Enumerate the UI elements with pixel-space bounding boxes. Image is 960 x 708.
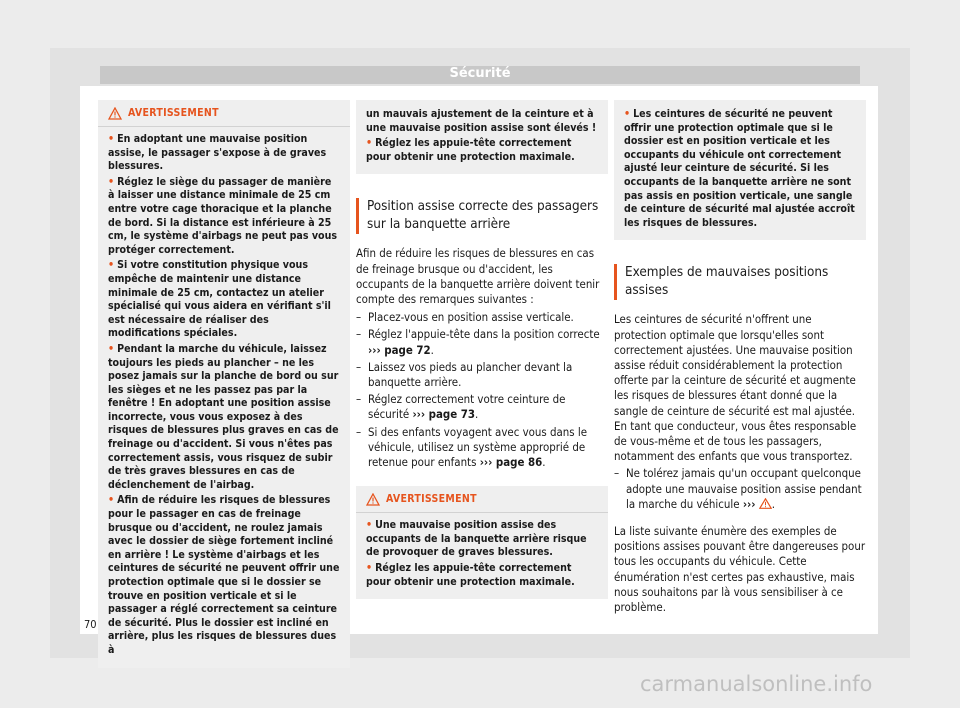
warning-item-text: Les ceintures de sécurité ne peuvent offrir une protection optimale que si le dossier est en position verticale et les occupants du véhicule ont correctement ajusté leur ceinture de sécurité. Si les occupants de la banquette arrière ne sont pas assis en position verticale, une sangle de ceinture de sécurité mal ajustée accroît les risques de blessures. xyxy=(624,108,855,229)
step-text: Si des enfants voyagent avec vous dans le véhicule, utilisez un système approprié de retenue pour enfants xyxy=(368,424,588,470)
section-heading: Position assise correcte des passagers sur la banquette arrière xyxy=(356,198,608,234)
warning-item-text: Afin de réduire les risques de blessures pour le passager en cas de freinage brusque ou d'accident, ne roulez jamais avec le dossier de siège fortement incliné en arrière ! Le système d'airbags et les ceintures de sécurité ne peuvent offrir une protection optimale que si le dossier se trouve en position verticale et si le passager a réglé correctement sa ceinture de sécurité. Plus le dossier est incliné en arrière, plus les risques de blessures dues à xyxy=(108,494,340,656)
watermark: carmanualsonline.info xyxy=(640,672,873,696)
warning-box-continued xyxy=(356,100,608,174)
warning-item xyxy=(366,519,598,560)
warning-item-text: En adoptant une mauvaise position assise, le passager s'expose à de graves blessures. xyxy=(108,133,327,173)
warning-label: AVERTISSEMENT xyxy=(128,107,219,119)
warning-item xyxy=(108,494,340,657)
paragraph: Les ceintures de sécurité n'offrent une protection optimale que lorsqu'elles sont correctement ajustées. Une mauvaise position assise réduit considérablement la protection offerte par la ceinture de sécurité et augmente les risques de blessures étant donné que la sangle de ceinture de sécurité est mal ajustée. En tant que conducteur, vous êtes responsable de vous-même et de tous les passagers, notamment des enfants que vous transportez. xyxy=(614,312,857,464)
warning-header xyxy=(356,486,608,513)
warning-header xyxy=(98,100,350,127)
warning-item xyxy=(108,259,340,341)
bullet-icon: • xyxy=(366,519,373,532)
warning-item xyxy=(108,343,340,493)
warning-label: AVERTISSEMENT xyxy=(386,493,477,506)
bullet-icon: • xyxy=(108,494,115,507)
warning-item-text: Réglez le siège du passager de manière à laisser une distance minimale de 25 cm entre votre cage thoracique et la planche de bord. Si la distance est inférieure à 25 cm, le système d'airbags ne peut pas vous protéger correctement. xyxy=(108,175,338,256)
warning-item-text: Si votre constitution physique vous empêche de maintenir une distance minimale de 25 cm, contactez un atelier spécialisé qui vous aidera en vérifiant s'il est nécessaire de réaliser des modifications spéciales. xyxy=(108,259,331,340)
warning-box xyxy=(98,100,350,668)
page-reference-link[interactable]: ››› page 73 xyxy=(412,407,476,422)
page-title: Sécurité xyxy=(449,66,511,81)
column-1 xyxy=(98,100,350,668)
warning-item-text: Réglez les appuie-tête correctement pour obtenir une protection maximale. xyxy=(366,137,575,163)
step-item: – Si des enfants voyagent avec vous dans le véhicule, utilisez un système approprié de retenue pour enfants ››› page 86. xyxy=(356,424,588,470)
step-list xyxy=(356,310,608,470)
warning-list xyxy=(108,133,340,658)
step-text: Réglez l'appuie-tête dans la position correcte xyxy=(368,327,600,342)
dash-item: – Ne tolérez jamais qu'un occupant quelconque adopte une mauvaise position assise pendant la marche du véhicule ››› . xyxy=(614,466,862,511)
step-item: – Réglez l'appuie-tête dans la position correcte ››› page 72. xyxy=(356,327,600,357)
step-item: – Placez-vous en position assise verticale. xyxy=(356,310,574,325)
section-heading: Exemples de mauvaises positions assises xyxy=(614,264,866,300)
warning-item: • Réglez les appuie-tête correctement pour obtenir une protection maximale. xyxy=(366,137,575,163)
warning-item xyxy=(366,562,598,589)
step-text: Réglez correctement votre ceinture de sécurité xyxy=(368,392,566,422)
column-2 xyxy=(356,100,608,599)
page-reference-link[interactable]: ››› xyxy=(742,496,756,511)
warning-box xyxy=(356,486,608,599)
step-text: Placez-vous en position assise verticale. xyxy=(368,310,574,325)
bullet-icon: • xyxy=(108,259,115,272)
warning-triangle-icon xyxy=(108,107,122,120)
step-item: – Laissez vos pieds au plancher devant la banquette arrière. xyxy=(356,359,573,389)
warning-item-text: Pendant la marche du véhicule, laissez toujours les pieds au plancher – ne les posez jamais sur la planche de bord ou sur les sièges et ne les passez pas par la fenêtre ! En adoptant une position assise incorrecte, vous vous exposez à des risques de blessures plus graves en cas de freinage ou d'accident. Si vous n'êtes pas correctement assis, vous risquez de subir de très graves blessures en cas de déclenchement de l'airbag. xyxy=(108,342,339,491)
page-reference-link[interactable]: ››› page 86 xyxy=(479,455,543,470)
step-text: Laissez vos pieds au plancher devant la banquette arrière. xyxy=(368,359,573,389)
warning-item: • Les ceintures de sécurité ne peuvent offrir une protection optimale que si le dossier est en position verticale et les occupants du véhicule ont correctement ajusté leur ceinture de sécurité. Si les occupants de la banquette arrière ne sont pas assis en position verticale, une sangle de ceinture de sécurité mal ajustée accroît les risques de blessures. xyxy=(624,108,855,229)
bullet-icon: • xyxy=(366,562,373,574)
bullet-icon: • xyxy=(108,342,115,355)
step-item: – Réglez correctement votre ceinture de sécurité ››› page 73. xyxy=(356,392,566,422)
warning-item-text: Réglez les appuie-tête correctement pour obtenir une protection maximale. xyxy=(366,562,575,588)
page-reference-link[interactable]: ››› page 72 xyxy=(368,342,431,357)
bullet-icon: • xyxy=(108,133,115,145)
dash-item-text: Ne tolérez jamais qu'un occupant quelconque adopte une mauvaise position assise pendant la marche du véhicule xyxy=(626,466,862,511)
warning-triangle-icon xyxy=(759,498,772,509)
warning-triangle-icon xyxy=(366,493,380,506)
content-area xyxy=(80,86,878,656)
warning-continued-text: un mauvais ajustement de la ceinture et à une mauvaise position assise sont élevés ! xyxy=(366,108,597,134)
paragraph: La liste suivante énumère des exemples de positions assises pouvant être dangereuses pour tous les occupants du véhicule. Cette énumération n'est certes pas exhaustive, mais nous souhaitons par là vous sensibiliser à ce problème. xyxy=(614,523,866,614)
column-3 xyxy=(614,100,866,615)
bullet-icon: • xyxy=(108,175,115,188)
warning-list xyxy=(366,519,598,589)
warning-item-text: Une mauvaise position assise des occupants de la banquette arrière risque de provoquer de graves blessures. xyxy=(366,519,587,559)
intro-paragraph: Afin de réduire les risques de blessures en cas de freinage brusque ou d'accident, les occupants de la banquette arrière doivent tenir compte des remarques suivantes : xyxy=(356,246,600,306)
page-number: 70 xyxy=(84,618,97,631)
warning-box-continued xyxy=(614,100,866,240)
warning-item xyxy=(108,176,340,258)
warning-item xyxy=(108,133,340,174)
